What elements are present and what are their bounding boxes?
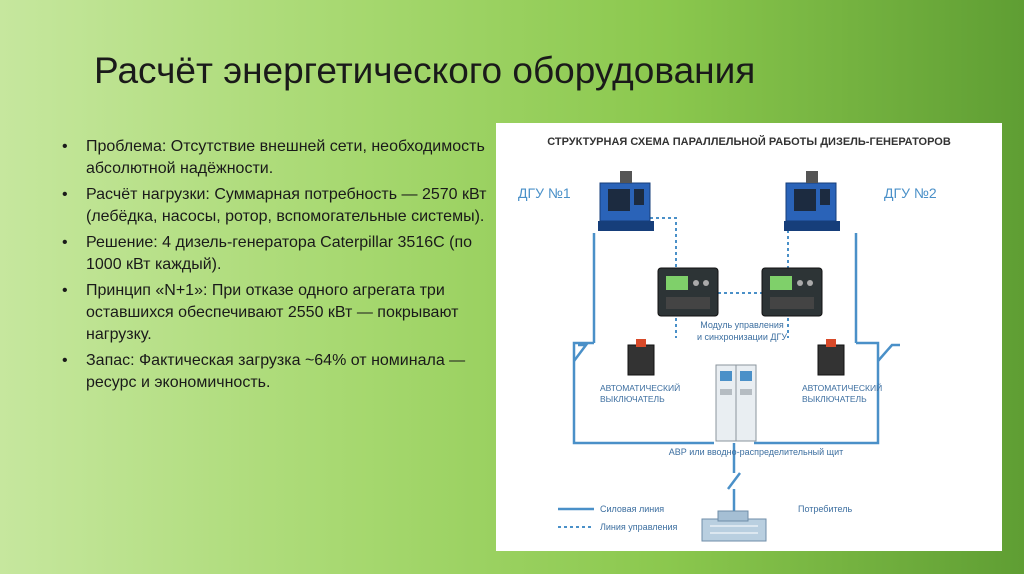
control-module-label-line1: Модуль управления [700, 320, 784, 330]
dgu1-label: ДГУ №1 [518, 185, 571, 201]
control-module-label-line2: и синхронизации ДГУ [696, 332, 788, 342]
breaker-left-label-line1: АВТОМАТИЧЕСКИЙ [600, 383, 681, 393]
switchboard-label: АВР или вводно-распределительный щит [668, 447, 844, 457]
left-switch-symbol [574, 345, 586, 361]
generator-2-icon [784, 171, 840, 231]
diagram-frame [496, 123, 1002, 551]
consumer-switch-mark [728, 473, 740, 489]
bullet-load-calculation: • Расчёт нагрузки: Суммарная потребность — 2570 кВт (лебёдка, насосы, ротор, вспомогательные системы). [62, 184, 492, 228]
breaker-right-label-line1: АВТОМАТИЧЕСКИЙ [802, 383, 883, 393]
bullet-problem: • Проблема: Отсутствие внешней сети, необходимость абсолютной надёжности. [62, 136, 492, 180]
breaker-left-icon [628, 339, 654, 375]
bullet-reserve: • Запас: Фактическая загрузка ~64% от номинала — ресурс и экономичность. [62, 350, 492, 394]
bullet-list [62, 136, 492, 398]
consumer-label: Потребитель [798, 504, 853, 514]
structural-diagram [496, 123, 1002, 551]
bullet-n-plus-one: • Принцип «N+1»: При отказе одного агрегата три оставшихся обеспечивают 2550 кВт — покрывают нагрузку. [62, 280, 492, 346]
breaker-right-label-line2: ВЫКЛЮЧАТЕЛЬ [802, 394, 867, 404]
dgu2-label: ДГУ №2 [884, 185, 937, 201]
diagram-title: СТРУКТУРНАЯ СХЕМА ПАРАЛЛЕЛЬНОЙ РАБОТЫ ДИЗЕЛЬ-ГЕНЕРАТОРОВ [547, 136, 951, 148]
legend-control-label: Линия управления [600, 522, 678, 532]
generator-1-icon [598, 171, 654, 231]
control-module-2-icon [762, 268, 822, 316]
right-switch-symbol [878, 345, 900, 361]
bullet-solution: • Решение: 4 дизель-генератора Caterpillar 3516C (по 1000 кВт каждый). [62, 232, 492, 276]
switchboard-icon [716, 365, 756, 441]
control-module-1-icon [658, 268, 718, 316]
breaker-right-icon [818, 339, 844, 375]
legend-power-label: Силовая линия [600, 504, 665, 514]
power-line-right-breaker [754, 343, 878, 443]
consumer-building-icon [702, 511, 766, 541]
breaker-left-label-line2: ВЫКЛЮЧАТЕЛЬ [600, 394, 665, 404]
breaker-switch-symbols [574, 345, 900, 361]
slide-title: Расчёт энергетического оборудования [94, 50, 756, 91]
